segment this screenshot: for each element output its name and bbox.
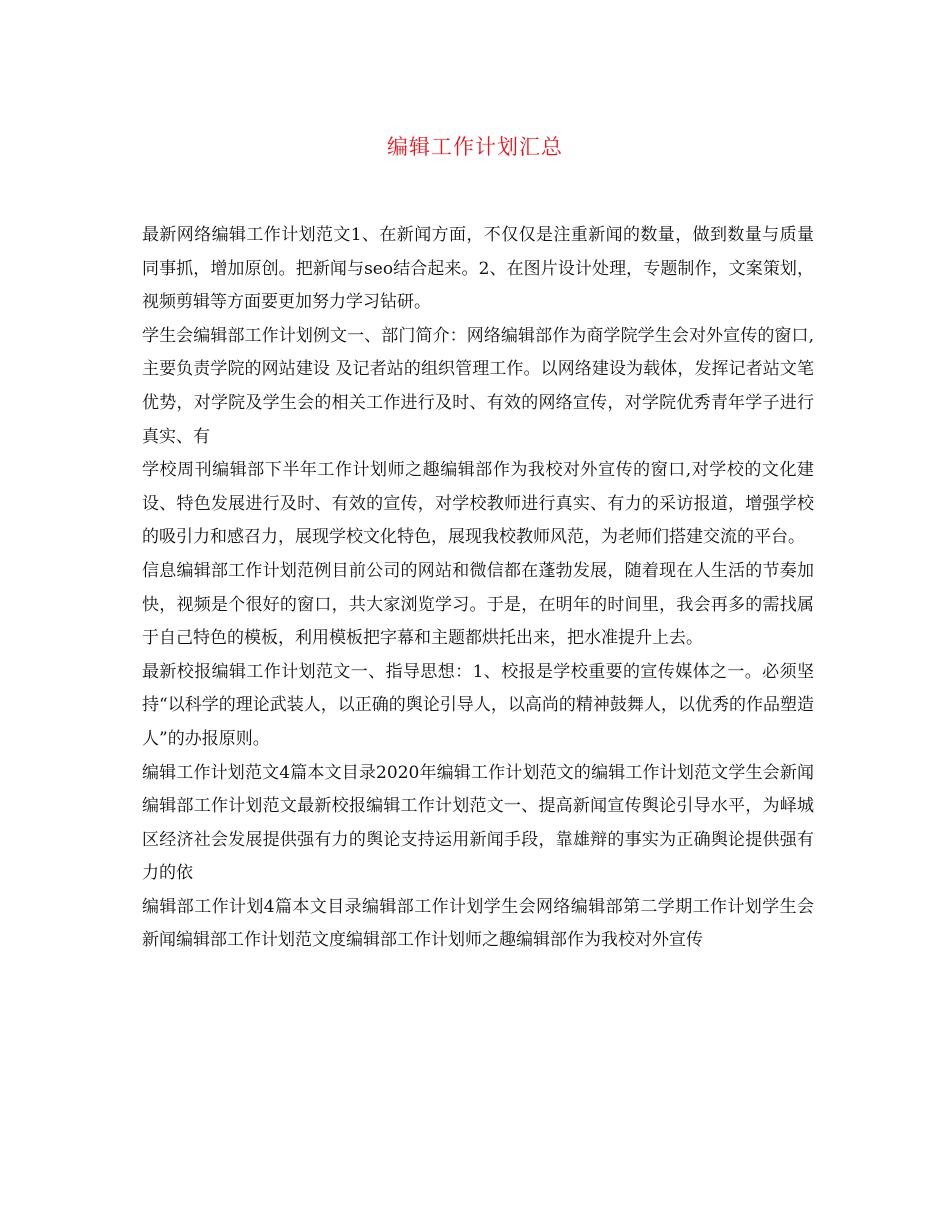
paragraph-3: 学校周刊编辑部下半年工作计划师之趣编辑部作为我校对外宣传的窗口,对学校的文化建设、特色发展进行及时、有效的宣传，对学校教师进行真实、有力的采访报道，增强学校的吸引力和感召力，展现学校文化特色，展现我校教师风范，为老师们搭建交流的平台。 bbox=[142, 460, 814, 548]
paragraph-7: 编辑部工作计划4篇本文目录编辑部工作计划学生会网络编辑部第二学期工作计划学生会新闻编辑部工作计划范文度编辑部工作计划师之趣编辑部作为我校对外宣传 bbox=[142, 896, 814, 951]
paragraph-2: 学生会编辑部工作计划例文一、部门简介：网络编辑部作为商学院学生会对外宣传的窗口,主要负责学院的网站建设 及记者站的组织管理工作。以网络建设为载体，发挥记者站文笔优势，对学院及学生会的相关工作进行及时、有效的网络宣传，对学院优秀青年学子进行真实、有 bbox=[142, 325, 814, 447]
paragraph-6: 编辑工作计划范文4篇本文目录2020年编辑工作计划范文的编辑工作计划范文学生会新闻编辑部工作计划范文最新校报编辑工作计划范文一、提高新闻宣传舆论引导水平，为峄城区经济社会发展提供强有力的舆论支持运用新闻手段，靠雄辩的事实为正确舆论提供强有力的依 bbox=[142, 762, 814, 884]
paragraph-1: 最新网络编辑工作计划范文1、在新闻方面，不仅仅是注重新闻的数量，做到数量与质量同事抓，增加原创。把新闻与seo结合起来。2、在图片设计处理，专题制作，文案策划，视频剪辑等方面要更加努力学习钻研。 bbox=[142, 225, 814, 313]
paragraph-4: 信息编辑部工作计划范例目前公司的网站和微信都在蓬勃发展，随着现在人生活的节奏加快，视频是个很好的窗口，共大家浏览学习。于是，在明年的时间里，我会再多的需找属于自己特色的模板，利用模板把字幕和主题都烘托出来，把水准提升上去。 bbox=[142, 560, 814, 649]
document-body bbox=[142, 219, 814, 958]
document-title: 编辑工作计划汇总 bbox=[387, 135, 563, 159]
paragraph-5: 最新校报编辑工作计划范文一、指导思想：1、校报是学校重要的宣传媒体之一。必须坚持“以科学的理论武装人，以正确的舆论引导人，以高尚的精神鼓舞人，以优秀的作品塑造人”的办报原则。 bbox=[142, 661, 814, 749]
